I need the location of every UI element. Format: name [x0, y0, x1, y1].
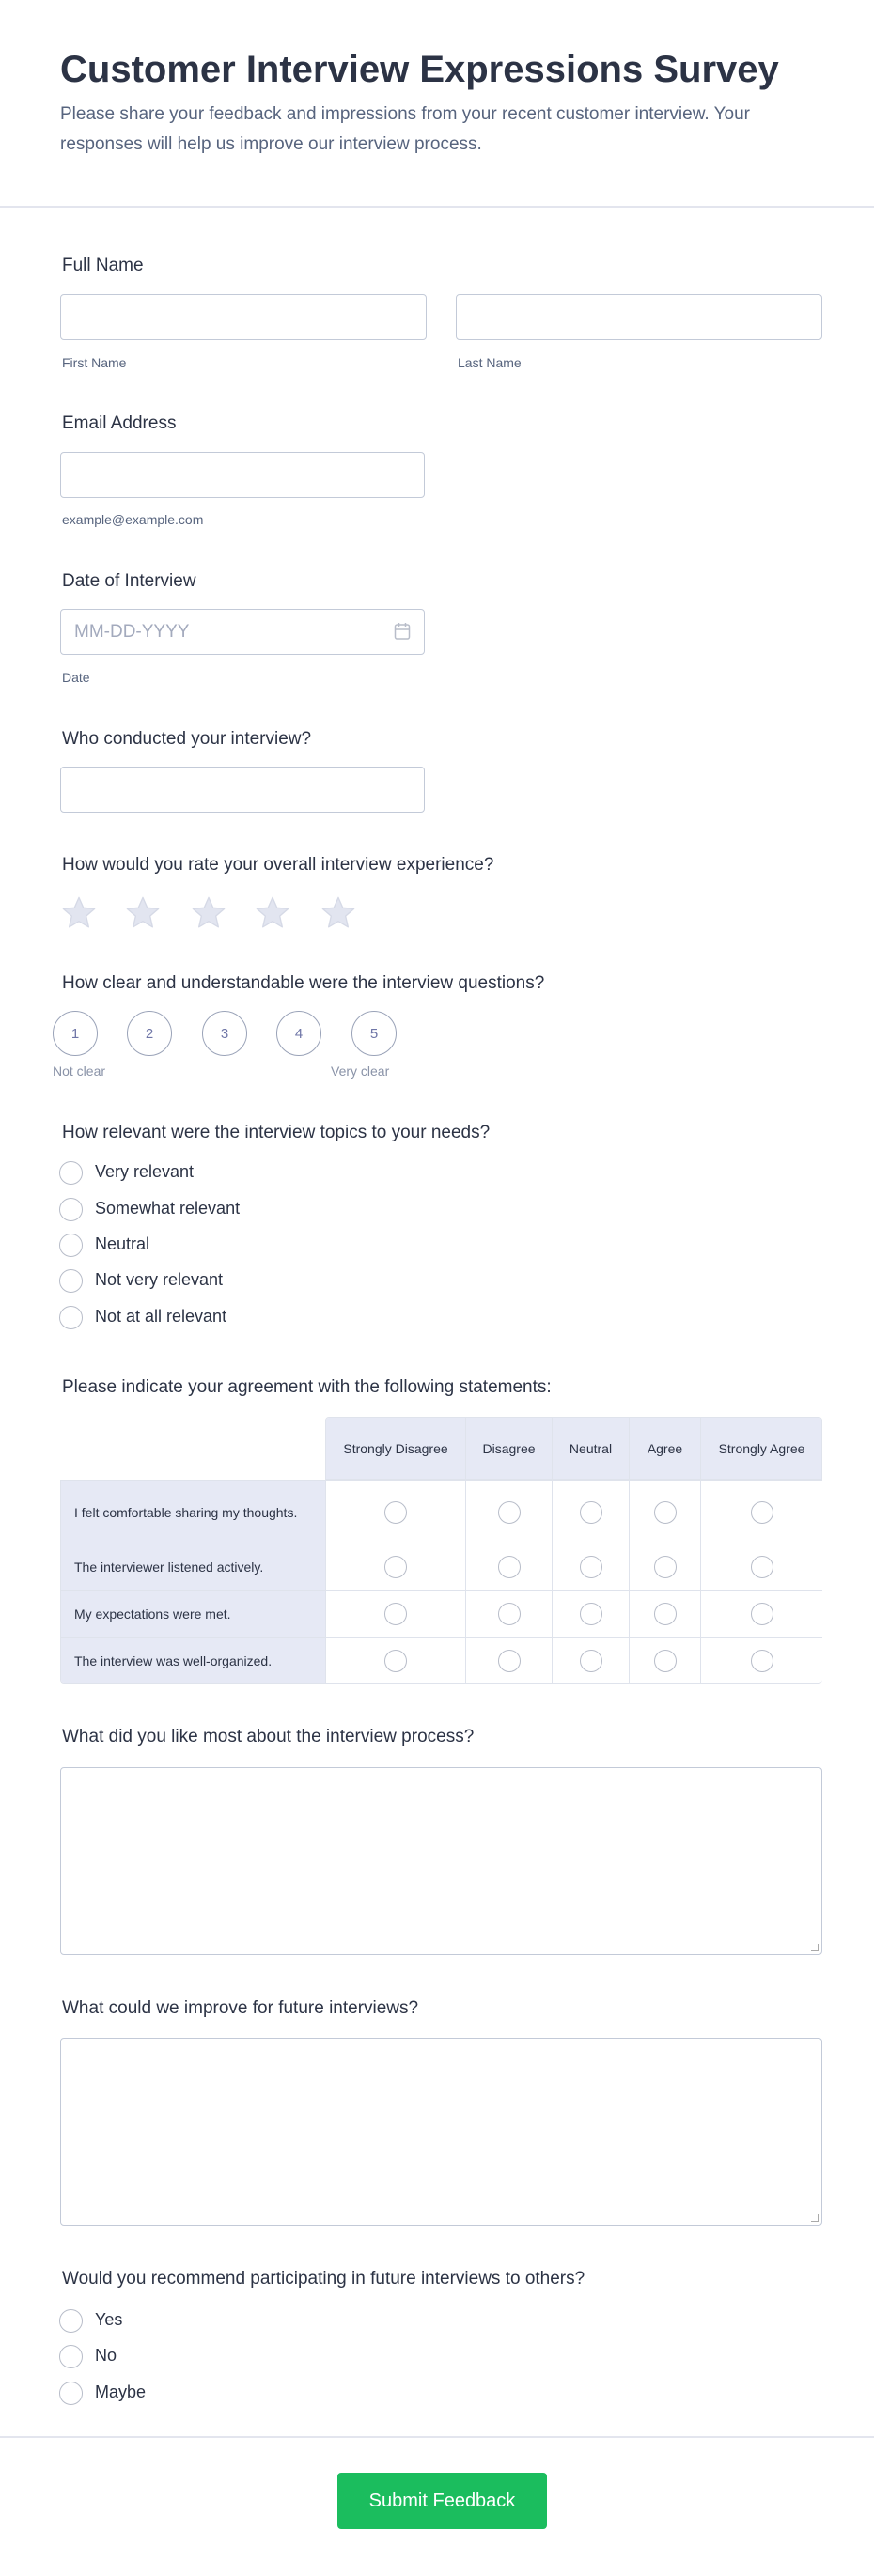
matrix-column-header: Strongly Disagree: [326, 1418, 466, 1480]
full-name-label: Full Name: [62, 256, 144, 275]
matrix-cell: [466, 1638, 553, 1684]
matrix-radio-button[interactable]: [498, 1501, 521, 1524]
scale-option[interactable]: 3: [202, 1011, 247, 1056]
scale-option[interactable]: 5: [351, 1011, 397, 1056]
radio-option-label: Maybe: [95, 2382, 147, 2401]
scale-option[interactable]: 1: [53, 1011, 98, 1056]
matrix-radio-button[interactable]: [498, 1556, 521, 1578]
radio-option-label: Neutral: [95, 1234, 150, 1253]
email-input[interactable]: [60, 452, 425, 498]
matrix-radio-button[interactable]: [654, 1650, 677, 1672]
interviewer-input[interactable]: [60, 767, 425, 813]
scale-option[interactable]: 2: [127, 1011, 172, 1056]
matrix-radio-button[interactable]: [751, 1650, 773, 1672]
date-sublabel: Date: [62, 670, 90, 685]
interviewer-label: Who conducted your interview?: [62, 729, 312, 749]
matrix-radio-button[interactable]: [580, 1556, 602, 1578]
scale-high-label: Very clear: [331, 1063, 390, 1079]
matrix-cell: [701, 1544, 822, 1591]
date-input[interactable]: [60, 609, 425, 655]
date-label: Date of Interview: [62, 571, 196, 591]
matrix-radio-button[interactable]: [751, 1501, 773, 1524]
matrix-row-label: The interviewer listened actively.: [61, 1544, 326, 1591]
radio-button[interactable]: [59, 1161, 83, 1185]
matrix-radio-button[interactable]: [654, 1556, 677, 1578]
improve-label: What could we improve for future interviews?: [62, 1998, 419, 2018]
matrix-radio-button[interactable]: [384, 1501, 407, 1524]
matrix-cell: [630, 1544, 701, 1591]
form-title: Customer Interview Expressions Survey: [60, 49, 779, 90]
matrix-cell: [326, 1591, 466, 1638]
radio-button[interactable]: [59, 2345, 83, 2368]
matrix-cell: [630, 1638, 701, 1684]
matrix-radio-button[interactable]: [498, 1650, 521, 1672]
radio-button[interactable]: [59, 2382, 83, 2405]
date-placeholder: MM-DD-YYYY: [74, 622, 190, 642]
matrix-cell: [553, 1638, 630, 1684]
relevance-label: How relevant were the interview topics to your needs?: [62, 1123, 491, 1142]
last-name-sublabel: Last Name: [458, 355, 522, 370]
matrix-radio-button[interactable]: [580, 1501, 602, 1524]
matrix-cell: [701, 1481, 822, 1544]
matrix-cell: [553, 1481, 630, 1544]
matrix-header: [325, 1417, 822, 1480]
star-icon[interactable]: [254, 894, 291, 932]
last-name-input[interactable]: [456, 294, 822, 340]
star-icon[interactable]: [124, 894, 162, 932]
clarity-label: How clear and understandable were the interview questions?: [62, 973, 545, 993]
matrix-radio-button[interactable]: [384, 1556, 407, 1578]
first-name-input[interactable]: [60, 294, 427, 340]
star-icon[interactable]: [190, 894, 227, 932]
liked-textarea[interactable]: [60, 1767, 822, 1955]
matrix-row-label: I felt comfortable sharing my thoughts.: [61, 1481, 326, 1544]
first-name-sublabel: First Name: [62, 355, 127, 370]
radio-option-label: Not at all relevant: [95, 1307, 227, 1326]
rating-label: How would you rate your overall interview experience?: [62, 855, 494, 875]
star-icon[interactable]: [320, 894, 357, 932]
matrix-radio-button[interactable]: [751, 1556, 773, 1578]
scale-option[interactable]: 4: [276, 1011, 321, 1056]
matrix-radio-button[interactable]: [384, 1603, 407, 1625]
matrix-radio-button[interactable]: [580, 1650, 602, 1672]
radio-option-label: Yes: [95, 2310, 123, 2329]
matrix-column-header: Strongly Agree: [701, 1418, 822, 1480]
matrix-row-label: My expectations were met.: [61, 1591, 326, 1638]
radio-option-label: Not very relevant: [95, 1270, 224, 1289]
form-description: Please share your feedback and impressions from your recent customer interview. Your responses will help us improve our interview process.: [60, 104, 750, 154]
radio-button[interactable]: [59, 2309, 83, 2333]
scale-low-label: Not clear: [53, 1063, 106, 1079]
matrix-row-label: The interview was well-organized.: [61, 1638, 326, 1684]
matrix-cell: [630, 1481, 701, 1544]
matrix-cell: [326, 1544, 466, 1591]
matrix-body: [60, 1480, 822, 1684]
radio-option-label: Somewhat relevant: [95, 1199, 241, 1218]
matrix-radio-button[interactable]: [654, 1501, 677, 1524]
resize-handle[interactable]: [811, 1944, 819, 1951]
submit-button[interactable]: Submit Feedback: [337, 2473, 547, 2529]
matrix-radio-button[interactable]: [384, 1650, 407, 1672]
radio-option-label: No: [95, 2346, 117, 2365]
calendar-icon[interactable]: [394, 622, 411, 641]
matrix-cell: [326, 1481, 466, 1544]
matrix-cell: [701, 1638, 822, 1684]
header-divider: [0, 206, 874, 208]
matrix-cell: [466, 1591, 553, 1638]
footer-divider: [0, 2436, 874, 2438]
matrix-column-header: Neutral: [553, 1418, 630, 1480]
matrix-radio-button[interactable]: [654, 1603, 677, 1625]
radio-button[interactable]: [59, 1269, 83, 1293]
recommend-label: Would you recommend participating in future interviews to others?: [62, 2269, 585, 2289]
resize-handle[interactable]: [811, 2214, 819, 2222]
radio-button[interactable]: [59, 1234, 83, 1257]
matrix-cell: [553, 1591, 630, 1638]
matrix-column-header: Agree: [630, 1418, 701, 1480]
radio-button[interactable]: [59, 1306, 83, 1329]
matrix-label: Please indicate your agreement with the following statements:: [62, 1377, 552, 1397]
star-icon[interactable]: [60, 894, 98, 932]
email-label: Email Address: [62, 413, 177, 433]
liked-label: What did you like most about the interview process?: [62, 1727, 475, 1746]
email-sublabel: example@example.com: [62, 512, 204, 527]
matrix-cell: [466, 1481, 553, 1544]
radio-option-label: Very relevant: [95, 1162, 195, 1181]
matrix-cell: [553, 1544, 630, 1591]
matrix-radio-button[interactable]: [498, 1603, 521, 1625]
matrix-cell: [466, 1544, 553, 1591]
matrix-cell: [630, 1591, 701, 1638]
matrix-radio-button[interactable]: [580, 1603, 602, 1625]
matrix-radio-button[interactable]: [751, 1603, 773, 1625]
improve-textarea[interactable]: [60, 2038, 822, 2226]
radio-button[interactable]: [59, 1198, 83, 1221]
matrix-cell: [701, 1591, 822, 1638]
matrix-column-header: Disagree: [466, 1418, 553, 1480]
matrix-cell: [326, 1638, 466, 1684]
